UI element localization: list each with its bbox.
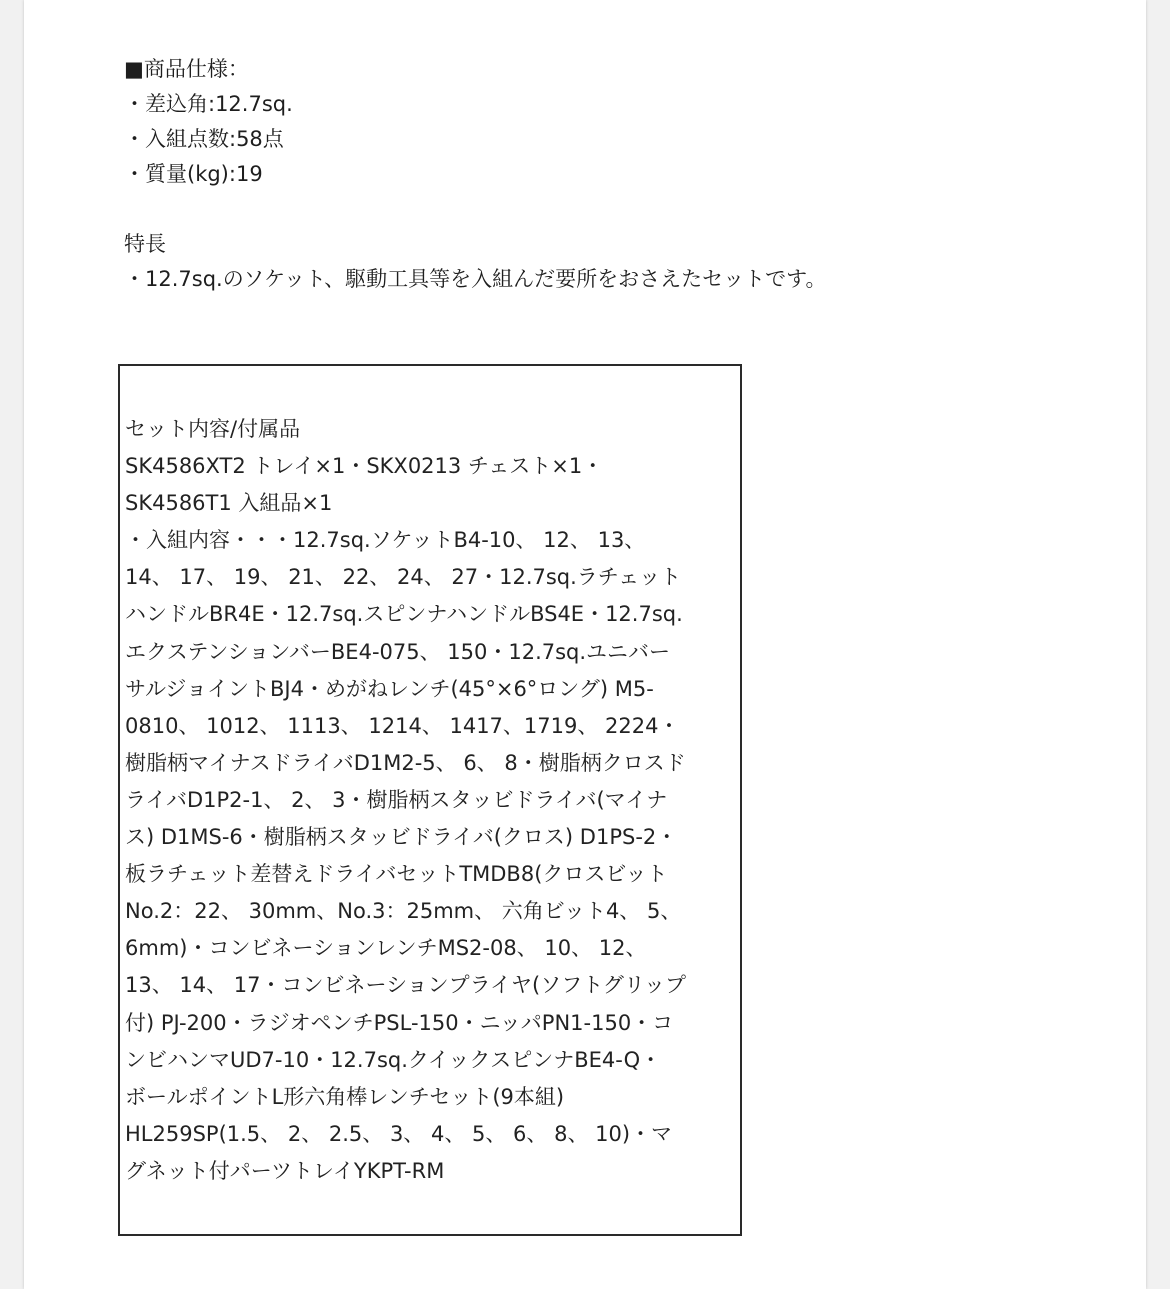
set-contents-line: エクステンションバーBE4-075、 150・12.7sq.ユニバー bbox=[125, 639, 671, 664]
set-contents-line: 樹脂柄マイナスドライバD1M2-5、 6、 8・樹脂柄クロスド bbox=[125, 750, 686, 775]
product-spec-section bbox=[124, 52, 1024, 297]
spec-item-weight: ・質量(kg):19 bbox=[124, 162, 263, 186]
spec-item-sq: ・差込角:12.7sq. bbox=[124, 92, 293, 116]
set-contents-text bbox=[125, 411, 737, 1190]
set-contents-line: ンビハンマUD7-10・12.7sq.クイックスピンナBE4-Q・ bbox=[125, 1047, 662, 1072]
set-contents-line: SK4586XT2 トレイ×1・SKX0213 チェスト×1・ bbox=[125, 454, 604, 479]
set-contents-line: 14、 17、 19、 21、 22、 24、 27・12.7sq.ラチェット bbox=[125, 565, 682, 590]
set-contents-line: 0810、 1012、 1113、 1214、 1417、1719、 2224・ bbox=[125, 713, 680, 738]
spec-item-count: ・入組点数:58点 bbox=[124, 127, 284, 151]
set-contents-heading: セット内容/付属品 bbox=[125, 417, 301, 441]
section-spacer bbox=[124, 192, 1024, 227]
set-contents-line: No.2：22、 30mm、No.3：25mm、 六角ビット4、 5、 bbox=[125, 899, 682, 924]
set-contents-line: ハンドルBR4E・12.7sq.スピンナハンドルBS4E・12.7sq. bbox=[125, 602, 683, 627]
set-contents-line: ボールポイントL形六角棒レンチセット(9本組) bbox=[125, 1084, 565, 1109]
set-contents-line: ライバD1P2-1、 2、 3・樹脂柄スタッビドライバ(マイナ bbox=[125, 787, 668, 812]
document-page bbox=[24, 0, 1146, 1289]
set-contents-line: SK4586T1 入組品×1 bbox=[125, 491, 333, 516]
features-heading: 特長 bbox=[124, 232, 166, 256]
features-item: ・12.7sq.のソケット、駆動工具等を入組んだ要所をおさえたセットです。 bbox=[124, 267, 827, 291]
set-contents-line: 6mm)・コンビネーションレンチMS2-08、 10、 12、 bbox=[125, 936, 647, 961]
set-contents-line: グネット付パーツトレイYKPT-RM bbox=[125, 1158, 445, 1183]
set-contents-line: 付) PJ-200・ラジオペンチPSL-150・ニッパPN1-150・コ bbox=[125, 1010, 674, 1035]
set-contents-line: 13、 14、 17・コンビネーションプライヤ(ソフトグリップ bbox=[125, 973, 686, 998]
set-contents-line: ・入組内容・・・12.7sq.ソケットB4-10、 12、 13、 bbox=[125, 528, 646, 553]
set-contents-line: HL259SP(1.5、 2、 2.5、 3、 4、 5、 6、 8、 10)・マ bbox=[125, 1121, 673, 1146]
set-contents-line: ス) D1MS-6・樹脂柄スタッビドライバ(クロス) D1PS-2・ bbox=[125, 825, 678, 850]
set-contents-line: サルジョイントBJ4・めがねレンチ(45°×6°ロング) M5- bbox=[125, 676, 654, 701]
set-contents-line: 板ラチェット差替えドライバセットTMDB8(クロスビット bbox=[125, 862, 668, 887]
spec-heading: ■商品仕様： bbox=[124, 57, 249, 81]
set-contents-box bbox=[118, 364, 742, 1236]
